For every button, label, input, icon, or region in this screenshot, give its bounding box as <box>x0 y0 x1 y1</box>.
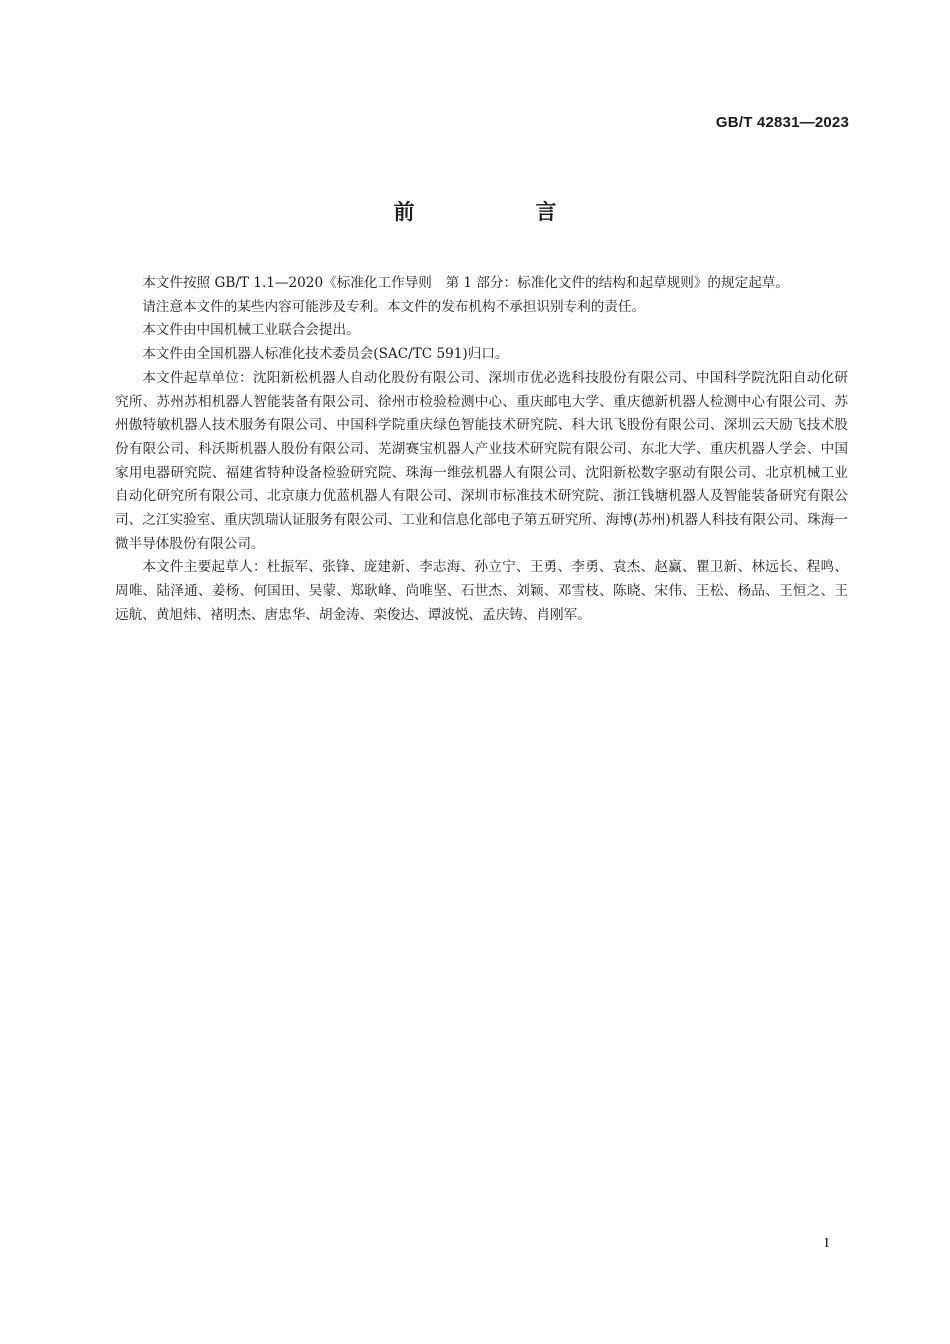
paragraph-patent-notice: 请注意本文件的某些内容可能涉及专利。本文件的发布机构不承担识别专利的责任。 <box>142 298 646 315</box>
standard-code: GB/T 42831—2023 <box>715 114 849 131</box>
paragraph-proposer: 本文件由中国机械工业联合会提出。 <box>142 322 360 339</box>
paragraph-main-drafters: 本文件主要起草人：杜振军、张锋、庞建新、李志海、孙立宁、王勇、李勇、袁杰、赵赢、瞿卫新、林远长、程鸣、周唯、陆泽通、姜杨、何国田、吴蒙、郑耿峰、尚唯坚、石世杰、刘颖、邓雪枝、陈晓、宋伟、王松、杨品、王恒之、王远航、黄旭炜、褚明杰、唐忠华、胡金涛、栾俊达、谭波悦、孟庆铸、肖刚军。 <box>115 559 848 623</box>
foreword-body <box>115 272 848 628</box>
page-title: 前 言 <box>393 200 607 224</box>
paragraph-drafting-rules: 本文件按照 GB/T 1.1—2020《标准化工作导则 第 1 部分：标准化文件的结构和起草规则》的规定起草。 <box>142 275 789 291</box>
page-number: I <box>824 1236 829 1251</box>
paragraph-centralized-by: 本文件由全国机器人标准化技术委员会(SAC/TC 591)归口。 <box>142 346 509 363</box>
paragraph-drafting-organizations: 本文件起草单位：沈阳新松机器人自动化股份有限公司、深圳市优必选科技股份有限公司、中国科学院沈阳自动化研究所、苏州苏相机器人智能装备有限公司、徐州市检验检测中心、重庆邮电大学、重庆德新机器人检测中心有限公司、苏州傲特敏机器人技术服务有限公司、中国科学院重庆绿色智能技术研究院、科大讯飞股份有限公司、深圳云天励飞技术股份有限公司、科沃斯机器人股份有限公司、芜湖赛宝机器人产业技术研究院有限公司、东北大学、重庆机器人学会、中国家用电器研究院、福建省特种设备检验研究院、珠海一维弦机器人有限公司、沈阳新松数字驱动有限公司、北京机械工业自动化研究所有限公司、北京康力优蓝机器人有限公司、深圳市标准技术研究院、浙江钱塘机器人及智能装备研究有限公司、之江实验室、重庆凯瑞认证服务有限公司、工业和信息化部电子第五研究所、海博(苏州)机器人科技有限公司、珠海一微半导体股份有限公司。 <box>115 369 848 552</box>
